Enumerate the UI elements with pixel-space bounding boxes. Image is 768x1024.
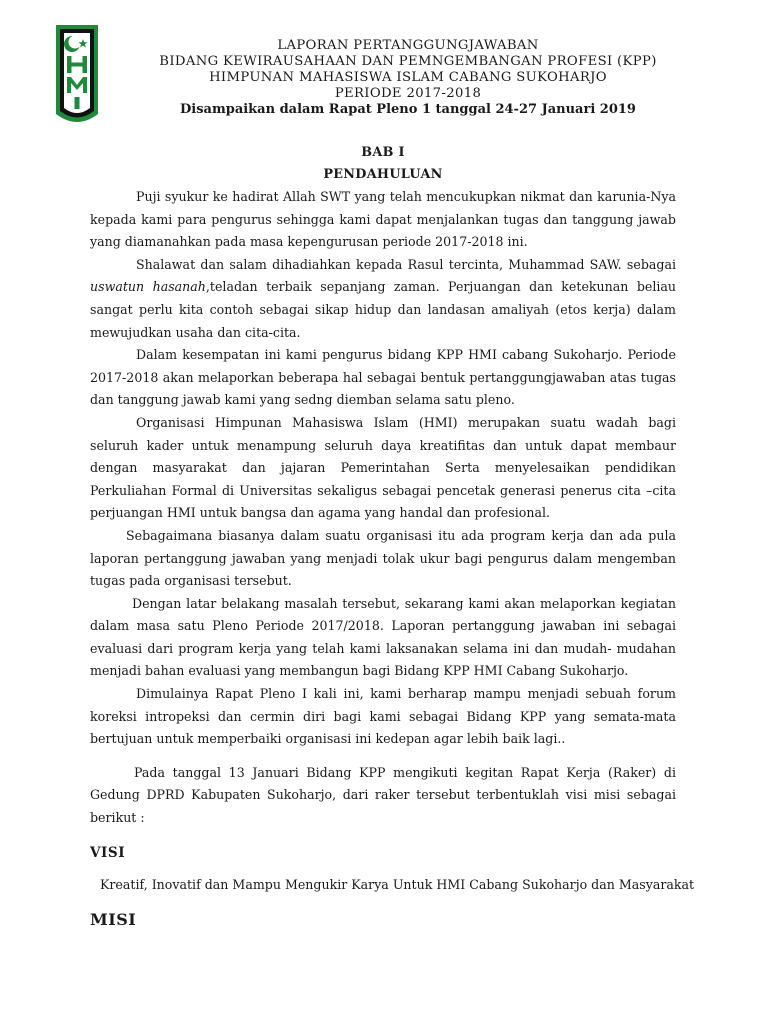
chapter-title: PENDAHULUAN [323,167,443,182]
paragraph-5: Sebagaimana biasanya dalam suatu organisasi itu ada program kerja dan ada pula laporan pertanggung jawaban yang menjadi tolak ukur bagi pengurus dalam mengemban tugas pada organisasi tersebut. [90,527,676,589]
paragraph-2 [90,254,676,344]
visi-heading: VISI [90,844,126,861]
period-title: PERIODE 2017-2018 [334,86,482,101]
paragraph-2-italic: uswatun hasanah [90,279,206,295]
hmi-logo [52,22,102,130]
report-header [108,38,708,118]
report-title: LAPORAN PERTANGGUNGJAWABAN [277,38,539,53]
organization-title: HIMPUNAN MAHASISWA ISLAM CABANG SUKOHARJO [209,70,607,85]
paragraph-2-part-b: ,teladan terbaik sepanjang zaman. Perjuangan dan ketekunan beliau sangat perlu kita contoh sebagai sikap hidup dan landasan amaliyah (etos kerja) dalam mewujudkan usaha dan cita-cita. [90,279,677,340]
department-title: BIDANG KEWIRAUSAHAAN DAN PEMNGEMBANGAN PROFESI (KPP) [159,54,657,69]
chapter-number: BAB I [361,145,405,160]
paragraph-spacer [90,751,676,762]
paragraph-1: Puji syukur ke hadirat Allah SWT yang telah mencukupkan nikmat dan karunia-Nya kepada kami para pengurus sehingga kami dapat menjalankan tugas dan tanggung jawab yang diamanahkan pada masa kepengurusan periode 2017-2018 ini. [90,189,676,250]
paragraph-3: Dalam kesempatan ini kami pengurus bidang KPP HMI cabang Sukoharjo. Periode 2017-2018 akan melaporkan beberapa hal sebagai bentuk pertanggungjawaban atas tugas dan tanggung jawab kami yang sedng diemban selama satu pleno. [90,347,676,408]
paragraph-6: Dengan latar belakang masalah tersebut, sekarang kami akan melaporkan kegiatan dalam masa satu Pleno Periode 2017/2018. Laporan pertanggung jawaban ini sebagai evaluasi dari program kerja yang telah kami laksanakan selama ini dan mudah- mudahan menjadi bahan evaluasi yang membangun bagi Bidang KPP HMI Cabang Sukoharjo. [90,595,676,679]
meeting-subtitle: Disampaikan dalam Rapat Pleno 1 tanggal 24-27 Januari 2019 [180,102,636,117]
paragraph-8: Pada tanggal 13 Januari Bidang KPP mengikuti kegitan Rapat Kerja (Raker) di Gedung DPRD Kabupaten Sukoharjo, dari raker tersebut terbentuklah visi misi sebagai berikut : [90,764,676,826]
paragraph-2-part-a: Shalawat dan salam dihadiahkan kepada Rasul tercinta, Muhammad SAW. sebagai [136,256,676,272]
paragraph-7: Dimulainya Rapat Pleno I kali ini, kami berharap mampu menjadi sebuah forum koreksi intropeksi dan cermin diri bagi kami sebagai Bidang KPP yang semata-mata bertujuan untuk memperbaiki organisasi ini kedepan agar lebih baik lagi.. [90,686,676,747]
paragraph-4: Organisasi Himpunan Mahasiswa Islam (HMI) merupakan suatu wadah bagi seluruh kader untuk menampung seluruh daya kreatifitas dan untuk dapat membaur dengan masyarakat dan jajaran Pemerintahan Serta menyelesaikan pendidikan Perkuliahan Formal di Universitas sekaligus sebagai pencetak generasi penerus cita –cita perjuangan HMI untuk bangsa dan agama yang handal dan profesional. [90,414,676,521]
document-body [90,142,695,932]
misi-heading: MISI [90,909,137,929]
visi-text: Kreatif, Inovatif dan Mampu Mengukir Karya Untuk HMI Cabang Sukoharjo dan Masyarakat [100,876,695,892]
